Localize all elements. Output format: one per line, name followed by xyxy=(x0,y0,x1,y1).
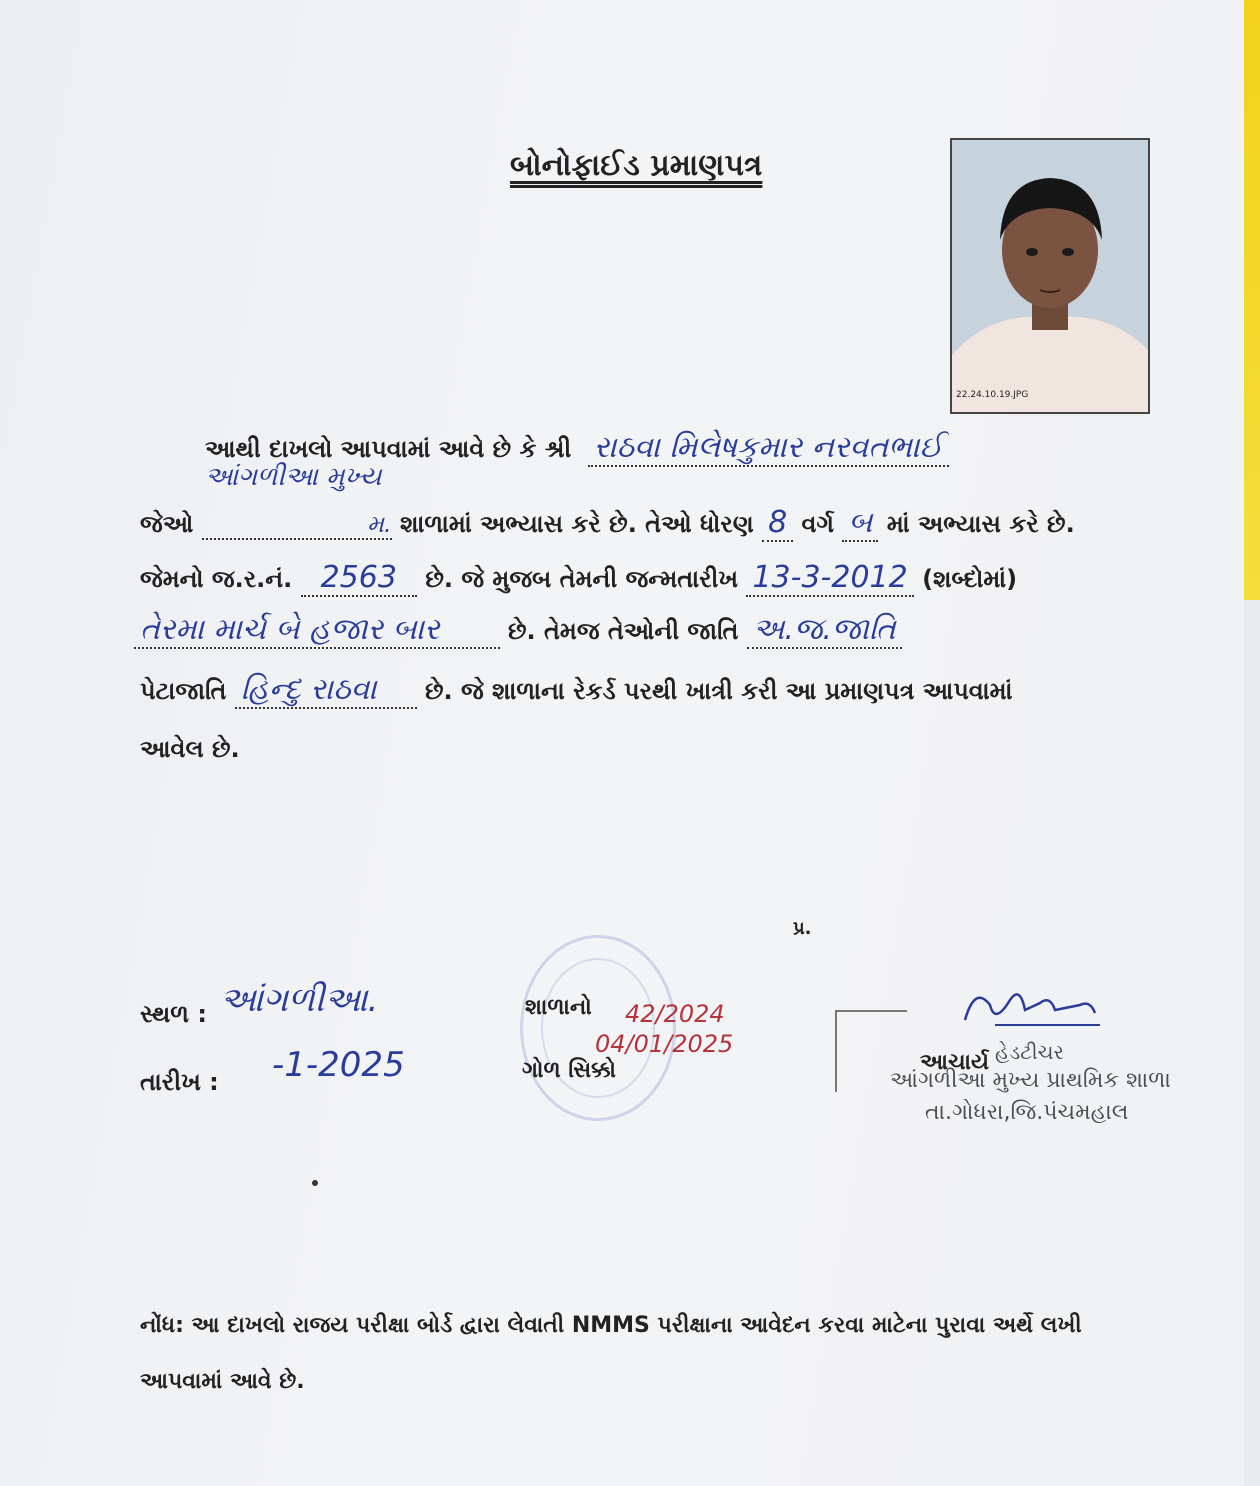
note-line-2: આપવામાં આવે છે. xyxy=(140,1369,305,1394)
place-label: સ્થળ : xyxy=(140,1000,207,1028)
school-dots-field: મ. xyxy=(202,510,392,540)
student-photo xyxy=(950,138,1150,414)
stray-mark: પ્ર. xyxy=(793,918,812,939)
line3-mid: છે. જે મુજબ તેમની જન્મતારીખ xyxy=(425,565,739,593)
background-strip xyxy=(1244,0,1260,600)
line5-prefix: પેટાજાતિ xyxy=(140,677,227,705)
school-stamp-line-1: આંગળીઆ મુખ્ય પ્રાથમિક શાળા xyxy=(890,1068,1171,1093)
line4-mid: છે. તેમજ તેઓની જાતિ xyxy=(507,617,739,645)
dob-words-field: તેરમા માર્ચ બે હજાર બાર xyxy=(134,612,500,649)
caste-field: અ.જ.જાતિ xyxy=(747,612,902,649)
photo-filename-stamp: 22.24.10.19.JPG xyxy=(956,390,1029,400)
certificate-line-3 xyxy=(140,560,1017,595)
principal-label: આચાર્ય xyxy=(920,1050,989,1075)
division-field: બ xyxy=(842,505,878,542)
dob-field: 13-3-2012 xyxy=(746,560,913,597)
certificate-note xyxy=(140,1298,1140,1410)
school-number-label: શાળાનો xyxy=(525,995,592,1020)
line1-prefix: આથી દાખલો આપવામાં આવે છે કે શ્રી xyxy=(205,435,572,463)
certificate-line-5 xyxy=(140,672,1012,707)
line5-suffix: છે. જે શાળાના રેકર્ડ પરથી ખાત્રી કરી આ પ્રમાણપત્ર આપવામાં xyxy=(424,677,1013,705)
certificate-line-2 xyxy=(140,505,1075,540)
standard-field: 8 xyxy=(762,505,793,542)
headteacher-stamp: હેડટીચર xyxy=(995,1040,1064,1064)
line3-prefix: જેમનો જ.ર.નં. xyxy=(140,565,293,593)
date-label: તારીખ : xyxy=(140,1068,219,1096)
ink-speck xyxy=(312,1180,318,1186)
line2-prefix: જેઓ xyxy=(140,510,194,538)
place-value: આંગળીઆ. xyxy=(220,980,379,1020)
school-round-seal xyxy=(520,935,676,1121)
seal-label: ગોળ સિક્કો xyxy=(522,1058,617,1083)
line2-varg: વર્ગ xyxy=(801,510,834,538)
note-line-1: નોંધ: આ દાખલો રાજય પરીક્ષા બોર્ડ દ્વારા લેવાતી NMMS પરીક્ષાના આવેદન કરવા માટેના પુરાવા અર્થે લખી xyxy=(140,1313,1082,1338)
school-stamp-line-2: તા.ગોધરા,જિ.પંચમહાલ xyxy=(925,1100,1129,1125)
student-portrait-image xyxy=(952,140,1148,412)
gr-number-field: 2563 xyxy=(301,560,417,597)
certificate-line-4 xyxy=(134,612,902,647)
date-value: -1-2025 xyxy=(272,1045,405,1085)
school-name-handwritten: આંગળીઆ મુખ્ય xyxy=(205,462,382,492)
student-name-field: રાઠવા મિલેષકુમાર નરવતભાઈ xyxy=(588,430,949,467)
school-number-handwritten: 42/2024 xyxy=(625,1000,725,1028)
line2-suffix: માં અભ્યાસ કરે છે. xyxy=(886,510,1075,538)
subcaste-field: હિન્દુ રાઠવા xyxy=(235,672,417,709)
school-date-handwritten: 04/01/2025 xyxy=(595,1030,734,1058)
line2-mid: શાળામાં અભ્યાસ કરે છે. તેઓ ધોરણ xyxy=(399,510,754,538)
certificate-title: બોનોફાઈડ પ્રમાણપત્ર xyxy=(510,148,763,183)
principal-signature xyxy=(955,975,1105,1035)
certificate-line-1 xyxy=(205,430,949,465)
certificate-line-6: આવેલ છે. xyxy=(140,735,240,763)
line3-suffix: (શબ્દોમાં) xyxy=(922,565,1018,593)
